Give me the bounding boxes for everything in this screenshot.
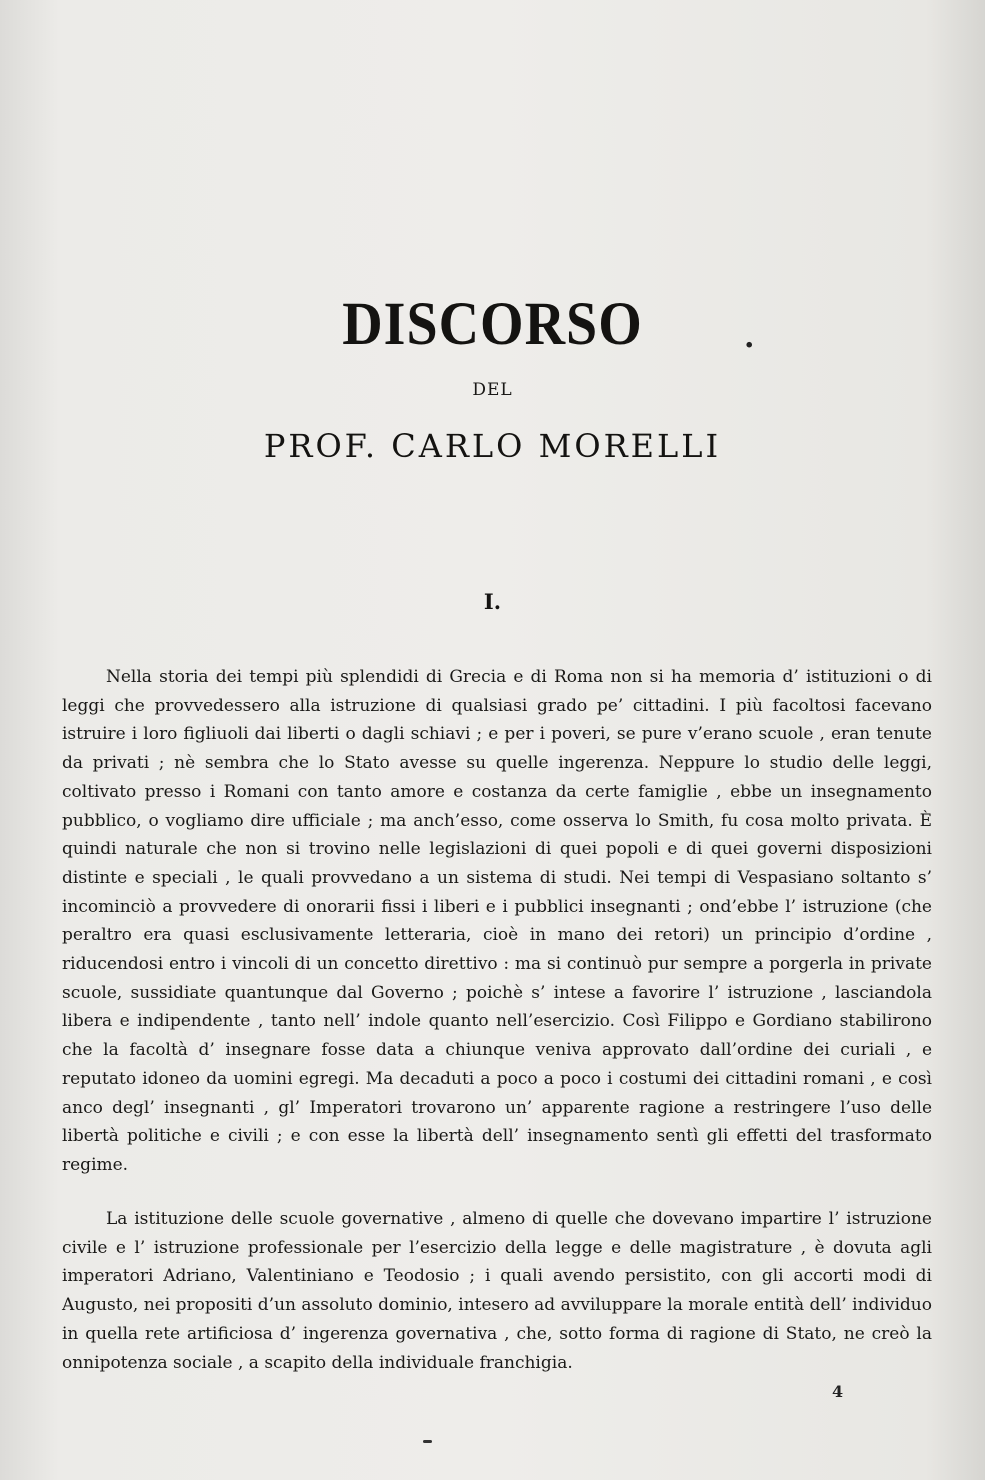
author-preposition: DEL — [472, 380, 513, 400]
page-number: 4 — [832, 1382, 844, 1401]
page-title: DISCORSO — [342, 289, 643, 359]
ink-speck — [423, 1440, 432, 1443]
bleed-through-text — [60, 90, 930, 710]
author-name: PROF. CARLO MORELLI — [263, 427, 722, 465]
body-paragraph: La istituzione delle scuole governative , almeno di quelle che dovevano impartire l’ istruzione civile e l’ istruzione professionale per l’esercizio della legge e delle magistrature , è dovuta agli imperatori Adriano, Valentiniano e Teodosio ; i quali avendo persistito, con gli accorti modi di Augusto, nei propositi d’un assoluto dominio, intesero ad avviluppare la morale entità dell’ individuo in quella rete artificiosa d’ ingerenza governativa , che, sotto forma di ragione di Stato, ne creò la onnipotenza sociale , a scapito della individuale franchigia. — [62, 1209, 932, 1373]
section-number: I. — [483, 589, 502, 614]
body-paragraph: Nella storia dei tempi più splendidi di Grecia e di Roma non si ha memoria d’ istituzioni o di leggi che provvedessero alla istruzione di qualsiasi grado pe’ cittadini. I più facoltosi facevano istruire i loro figliuoli dai liberti o dagli schiavi ; e per i poveri, se pure v’erano scuole , eran tenute da privati ; nè sembra che lo Stato avesse su quelle ingerenza. Neppure lo studio delle leggi, coltivato presso i Romani con tanto amore e costanza da certe famiglie , ebbe un insegnamento pubblico, o vogliamo dire ufficiale ; ma anch’esso, come osserva lo Smith, fu cosa molto privata. È quindi naturale che non si trovino nelle legislazioni di quei popoli e di quei governi disposizioni distinte e speciali , le quali provvedano a un sistema di studi. Nei tempi di Vespasiano soltanto s’ incominciò a provvedere di onorarii fissi i liberi e i pubblici insegnanti ; ond’ebbe l’ istruzione (che peraltro era quasi esclusivamente letteraria, cioè in mano dei retori) un principio d’ordine , riducendosi entro i vincoli di un concetto direttivo : ma si continuò pur sempre a porgerla in private scuole, sussidiate quantunque dal Governo ; poichè s’ intese a favorire l’ istruzione , lasciandola libera e indipendente , tanto nell’ indole quanto nell’esercizio. Così Filippo e Gordiano stabilirono che la facoltà d’ insegnare fosse data a chiunque veniva approvato dall’ordine dei curiali , e reputato idoneo da uomini egregi. Ma decaduti a poco a poco i costumi dei cittadini romani , e così anco degl’ insegnanti , gl’ Imperatori trovarono un’ apparente ragione a restringere l’uso delle libertà politiche e civili ; e con esse la libertà dell’ insegnamento sentì gli effetti del trasformato regime. — [62, 667, 932, 1175]
title-dot: . — [744, 320, 755, 355]
